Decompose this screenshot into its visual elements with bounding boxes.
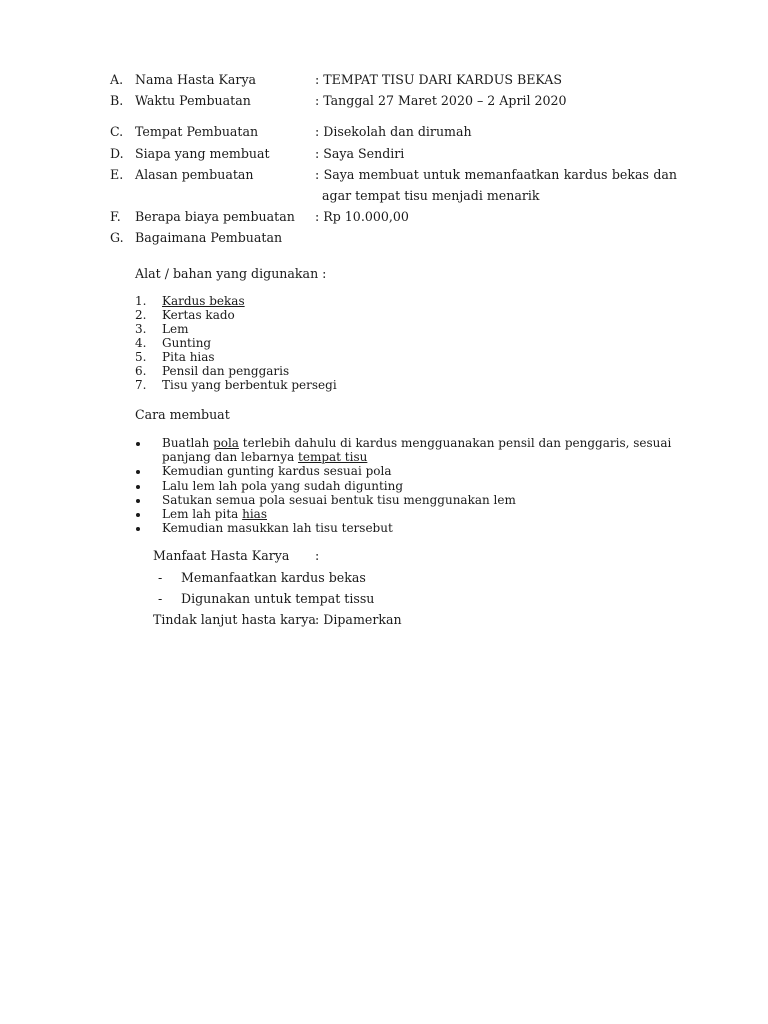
bullet-icon xyxy=(136,470,140,474)
tool-number: 4. xyxy=(135,336,147,350)
item-letter-e: E. xyxy=(110,167,124,182)
item-letter-a: A. xyxy=(110,72,124,87)
benefit-dash: - xyxy=(158,570,163,585)
item-value-tempat: : Disekolah dan dirumah xyxy=(315,124,472,139)
step-1-line2 xyxy=(162,450,367,464)
step-text: terlebih dahulu di kardus mengguanakan pensil dan penggaris, sesuai xyxy=(238,436,672,450)
item-value-nama: : TEMPAT TISU DARI KARDUS BEKAS xyxy=(315,72,563,87)
item-label-waktu: Waktu Pembuatan xyxy=(135,93,251,108)
bullet-icon xyxy=(136,527,140,531)
steps-heading: Cara membuat xyxy=(135,407,230,422)
followup-value: : Dipamerkan xyxy=(315,612,402,627)
tool-item: Tisu yang berbentuk persegi xyxy=(162,378,337,392)
step-3: Lalu lem lah pola yang sudah digunting xyxy=(162,479,404,493)
tool-number: 1. xyxy=(135,294,147,308)
bullet-icon xyxy=(136,485,140,489)
bullet-icon xyxy=(136,499,140,503)
item-letter-f: F. xyxy=(110,209,121,224)
step-text: panjang dan lebarnya xyxy=(162,450,299,464)
step-1-line1 xyxy=(162,436,671,450)
item-letter-d: D. xyxy=(110,146,124,161)
item-letter-g: G. xyxy=(110,230,124,245)
item-value-waktu: : Tanggal 27 Maret 2020 – 2 April 2020 xyxy=(315,93,567,108)
item-label-siapa: Siapa yang membuat xyxy=(135,146,270,161)
item-label-bagaimana: Bagaimana Pembuatan xyxy=(135,230,283,245)
step-text: Lem lah pita xyxy=(162,507,243,521)
item-value-alasan-line2: agar tempat tisu menjadi menarik xyxy=(322,188,540,203)
tool-number: 3. xyxy=(135,322,147,336)
item-value-siapa: : Saya Sendiri xyxy=(315,146,405,161)
step-text-underlined: pola xyxy=(213,436,239,450)
item-value-biaya: : Rp 10.000,00 xyxy=(315,209,409,224)
tool-item: Kertas kado xyxy=(162,308,235,322)
tool-item: Pensil dan penggaris xyxy=(162,364,290,378)
tool-item: Pita hias xyxy=(162,350,215,364)
step-text: Buatlah xyxy=(162,436,214,450)
step-text-underlined: hias xyxy=(242,507,267,521)
step-4: Satukan semua pola sesuai bentuk tisu menggunakan lem xyxy=(162,493,516,507)
benefit-dash: - xyxy=(158,591,163,606)
tool-number: 2. xyxy=(135,308,147,322)
bullet-icon xyxy=(136,513,140,517)
step-5 xyxy=(162,507,267,521)
item-letter-b: B. xyxy=(110,93,124,108)
tool-number: 6. xyxy=(135,364,147,378)
tool-item: Kardus bekas xyxy=(162,294,245,308)
item-label-nama: Nama Hasta Karya xyxy=(135,72,257,87)
item-label-biaya: Berapa biaya pembuatan xyxy=(135,209,295,224)
benefits-colon: : xyxy=(315,548,320,563)
benefit-item: Memanfaatkan kardus bekas xyxy=(181,570,366,585)
benefits-heading: Manfaat Hasta Karya xyxy=(153,548,290,563)
step-2: Kemudian gunting kardus sesuai pola xyxy=(162,464,392,478)
tool-number: 5. xyxy=(135,350,147,364)
item-value-alasan-line1: : Saya membuat untuk memanfaatkan kardus bekas dan xyxy=(315,167,677,182)
tools-heading: Alat / bahan yang digunakan : xyxy=(135,266,327,281)
item-label-alasan: Alasan pembuatan xyxy=(135,167,254,182)
item-letter-c: C. xyxy=(110,124,124,139)
bullet-icon xyxy=(136,442,140,446)
item-label-tempat: Tempat Pembuatan xyxy=(135,124,259,139)
tool-item: Lem xyxy=(162,322,189,336)
benefit-item: Digunakan untuk tempat tissu xyxy=(181,591,375,606)
step-text-underlined: tempat tisu xyxy=(298,450,368,464)
step-6: Kemudian masukkan lah tisu tersebut xyxy=(162,521,393,535)
tool-number: 7. xyxy=(135,378,147,392)
followup-label: Tindak lanjut hasta karya xyxy=(153,612,316,627)
tool-item: Gunting xyxy=(162,336,212,350)
